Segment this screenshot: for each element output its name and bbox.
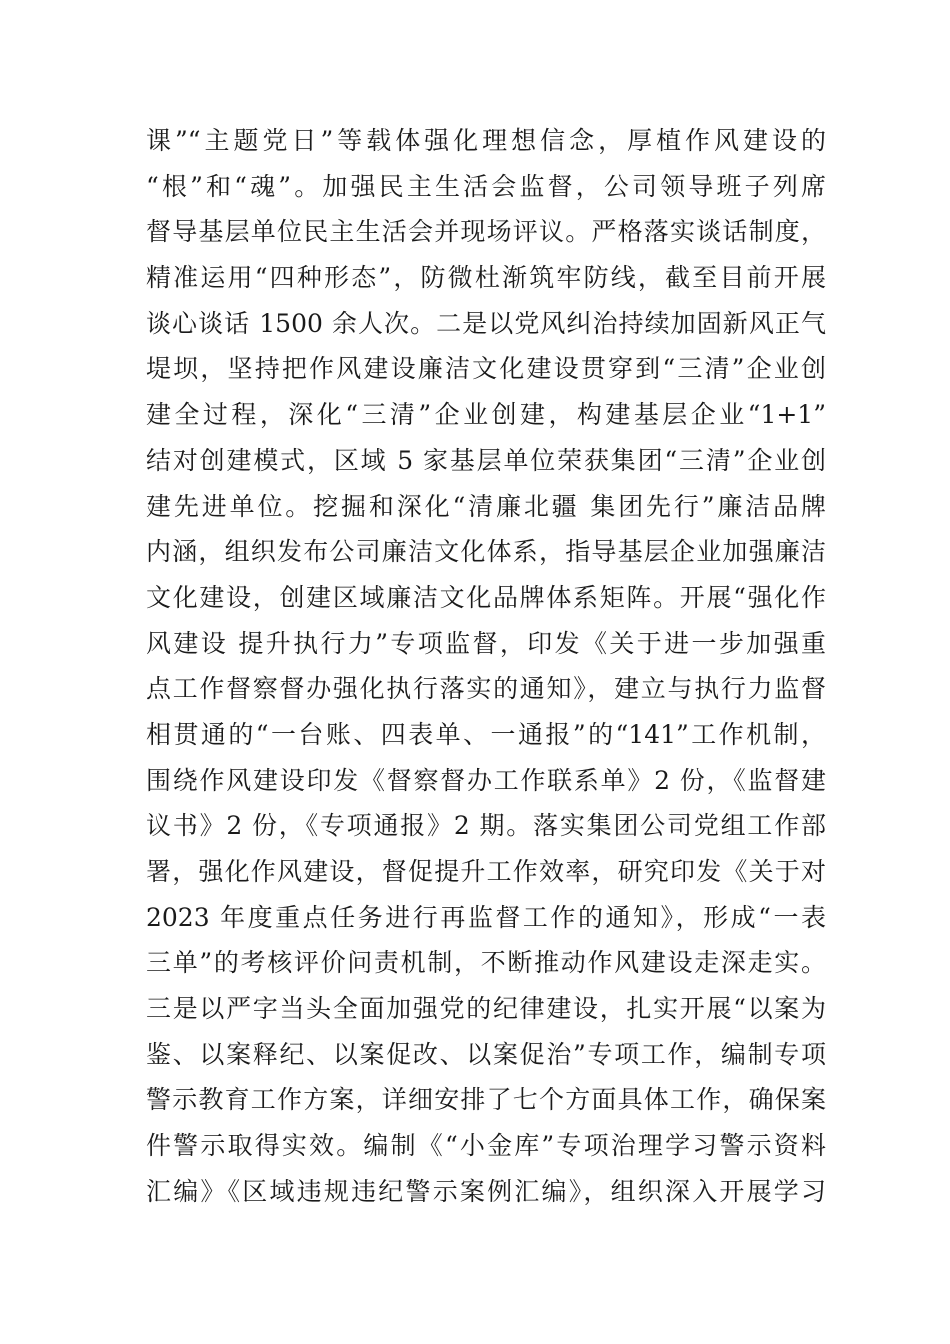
text-line: 谈心谈话 1500 余人次。二是以党风纠治持续加固新风正气 xyxy=(146,308,826,338)
text-line: 鉴、以案释纪、以案促改、以案促治”专项工作，编制专项 xyxy=(146,1039,826,1069)
body-text xyxy=(146,118,826,1215)
text-line: 堤坝，坚持把作风建设廉洁文化建设贯穿到“三清”企业创 xyxy=(146,354,826,384)
text-line: 相贯通的“一台账、四表单、一通报”的“141”工作机制， xyxy=(146,719,826,749)
text-line: 署，强化作风建设，督促提升工作效率，研究印发《关于对 xyxy=(146,857,826,886)
text-line: 建先进单位。挖掘和深化“清廉北疆 集团先行”廉洁品牌 xyxy=(146,491,826,521)
text-line: 内涵，组织发布公司廉洁文化体系，指导基层企业加强廉洁 xyxy=(146,537,826,567)
text-line: 课”“主题党日”等载体强化理想信念，厚植作风建设的 xyxy=(146,126,826,155)
text-line: 议书》2 份，《专项通报》2 期。落实集团公司党组工作部 xyxy=(146,811,826,841)
text-line: “根”和“魂”。加强民主生活会监督，公司领导班子列席 xyxy=(146,171,826,201)
text-line: 建全过程，深化“三清”企业创建，构建基层企业“1+1” xyxy=(146,400,826,430)
text-line: 三单”的考核评价问责机制，不断推动作风建设走深走实。 xyxy=(146,948,826,978)
text-line: 文化建设，创建区域廉洁文化品牌体系矩阵。开展“强化作 xyxy=(146,582,826,612)
text-line: 精准运用“四种形态”，防微杜渐筑牢防线，截至目前开展 xyxy=(146,263,826,293)
text-line: 汇编》《区域违规违纪警示案例汇编》，组织深入开展学习 xyxy=(146,1176,826,1206)
text-line: 点工作督察督办强化执行落实的通知》，建立与执行力监督 xyxy=(146,674,826,704)
text-line: 件警示取得实效。编制《“小金库”专项治理学习警示资料 xyxy=(146,1131,826,1161)
text-line: 风建设 提升执行力”专项监督，印发《关于进一步加强重 xyxy=(146,628,826,658)
text-line: 2023 年度重点任务进行再监督工作的通知》，形成“一表 xyxy=(146,902,826,932)
text-line: 警示教育工作方案，详细安排了七个方面具体工作，确保案 xyxy=(146,1085,826,1115)
text-line: 结对创建模式，区域 5 家基层单位荣获集团“三清”企业创 xyxy=(146,445,826,475)
text-line: 三是以严字当头全面加强党的纪律建设，扎实开展“以案为 xyxy=(146,994,826,1024)
text-line: 围绕作风建设印发《督察督办工作联系单》2 份，《监督建 xyxy=(146,765,826,795)
text-line: 督导基层单位民主生活会并现场评议。严格落实谈话制度， xyxy=(146,217,826,247)
